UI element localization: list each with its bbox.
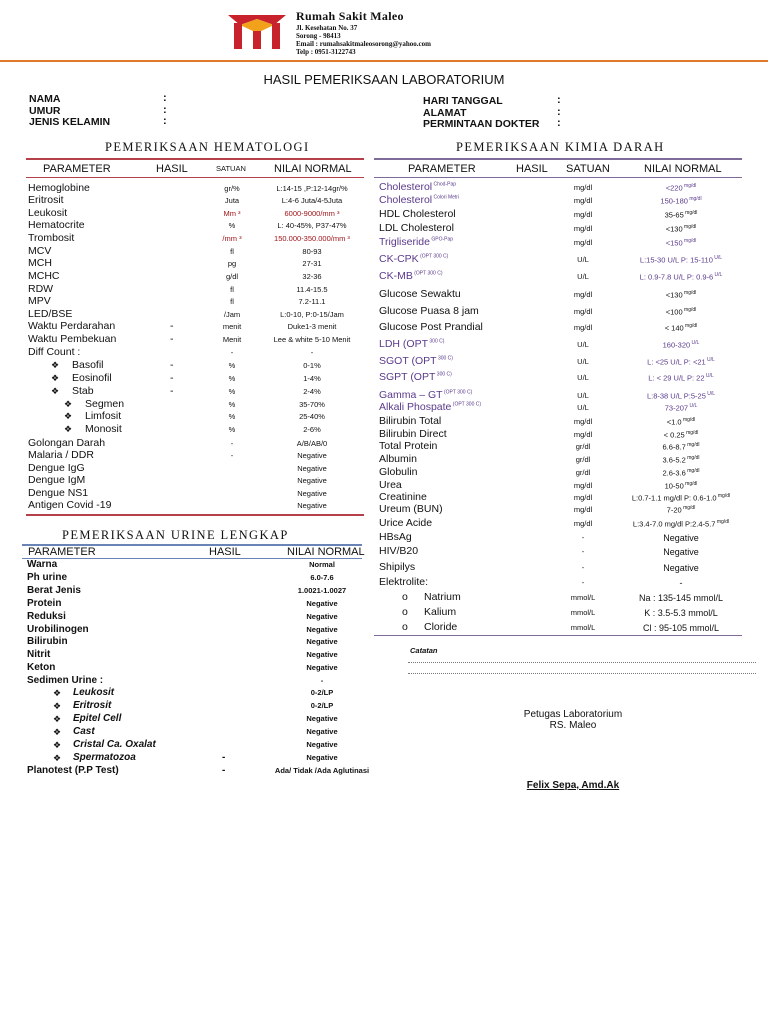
kimia-normal: <1.0 $^{mg/dl}$ bbox=[666, 417, 696, 427]
urine-normal: - bbox=[320, 676, 324, 685]
kimia-normal: 73-207 $^{U/L}$ bbox=[664, 403, 698, 413]
hematologi-title: PEMERIKSAAN HEMATOLOGI bbox=[105, 140, 310, 154]
signature-place: RS. Maleo bbox=[549, 720, 597, 731]
urine-normal: Negative bbox=[306, 714, 338, 723]
hematologi-normal: 150.000-350.000/mm ³ bbox=[274, 234, 350, 243]
hematologi-param: MPV bbox=[28, 295, 51, 307]
hematologi-satuan: pg bbox=[227, 259, 237, 268]
urine-param: Keton bbox=[27, 662, 56, 673]
kimia-normal: L: <25 U/L P: <21 $^{U/L}$ bbox=[647, 357, 715, 367]
hematologi-param: Dengue NS1 bbox=[28, 487, 89, 499]
urine-param: Spermatozoa bbox=[73, 752, 136, 763]
hospital-city: Sorong - 98413 bbox=[296, 32, 341, 40]
hematologi-satuan: gr/% bbox=[224, 184, 240, 193]
hospital-contact bbox=[296, 24, 431, 56]
kimia-satuan: mg/dl bbox=[573, 417, 593, 426]
hematologi-normal: A/B/AB/0 bbox=[296, 439, 328, 448]
hematologi-param: Dengue IgM bbox=[28, 474, 86, 486]
urine-normal: Negative bbox=[306, 637, 338, 646]
bullet-icon: ❖ bbox=[51, 360, 60, 370]
bullet-icon: ❖ bbox=[53, 714, 62, 724]
hematologi-satuan: /mm ³ bbox=[222, 234, 242, 243]
catatan-label: Catatan bbox=[410, 646, 438, 655]
patient-field-label: NAMA bbox=[29, 93, 61, 105]
kimia-satuan: mg/dl bbox=[573, 519, 593, 528]
urine-normal: Negative bbox=[306, 612, 338, 621]
hematologi-normal: Negative bbox=[297, 501, 327, 510]
urine-param: Epitel Cell bbox=[73, 713, 122, 724]
kimia-satuan: U/L bbox=[577, 272, 589, 281]
hematologi-normal: 11.4-15.5 bbox=[296, 285, 328, 294]
kimia-param: Urice Acide bbox=[379, 517, 433, 529]
kimia-satuan: - bbox=[581, 533, 585, 542]
hospital-address: Jl. Kesehatan No. 37 bbox=[296, 24, 358, 32]
hematologi-normal: 25-40% bbox=[299, 412, 325, 421]
hematologi-param: MCV bbox=[28, 245, 52, 257]
kimia-satuan: gr/dl bbox=[575, 468, 591, 477]
patient-field-colon: : bbox=[557, 117, 561, 129]
kimia-normal: L:3.4-7.0 mg/dl P:2.4-5.7 $^{mg/dl}$ bbox=[632, 519, 730, 529]
kimia-param: LDH (OPT $^{300 C)}$ bbox=[379, 338, 445, 350]
hematologi-param: Golongan Darah bbox=[28, 437, 106, 449]
kimia-satuan: U/L bbox=[577, 340, 589, 349]
hematologi-hasil: - bbox=[170, 372, 174, 384]
kimia-param: SGPT (OPT $^{300 C)}$ bbox=[379, 371, 452, 383]
hematologi-normal: Lee & white 5-10 Menit bbox=[273, 335, 351, 344]
catatan-line-1 bbox=[408, 662, 756, 664]
urine-normal: 1.0021-1.0027 bbox=[297, 586, 347, 595]
urine-normal: Ada/ Tidak /Ada Aglutinasi bbox=[274, 766, 370, 775]
signature-role: Petugas Laboratorium bbox=[523, 709, 623, 720]
hematologi-normal: 2-4% bbox=[303, 387, 321, 396]
kimia-param: HDL Cholesterol bbox=[379, 208, 456, 220]
kimia-param: Total Protein bbox=[379, 440, 438, 452]
hematologi-normal: 32-36 bbox=[302, 272, 322, 281]
bullet-icon: ❖ bbox=[64, 424, 73, 434]
hematologi-satuan: /Jam bbox=[223, 310, 241, 319]
hematologi-satuan: % bbox=[228, 412, 236, 421]
bullet-icon: ❖ bbox=[53, 688, 62, 698]
hematologi-param: RDW bbox=[28, 283, 54, 295]
patient-field-label: UMUR bbox=[29, 104, 61, 117]
urine-normal: Negative bbox=[306, 753, 338, 762]
hematologi-normal: L:4-6 Juta/4-5Juta bbox=[281, 196, 343, 205]
kimia-normal: 2.6-3.6 $^{mg/dl}$ bbox=[662, 468, 700, 478]
hematologi-rule-header bbox=[26, 177, 364, 178]
kimia-param: LDL Cholesterol bbox=[379, 222, 454, 234]
kimia-rule-top bbox=[374, 158, 742, 160]
kimia-satuan: U/L bbox=[577, 255, 589, 264]
kimia-normal: Negative bbox=[663, 563, 699, 573]
urine-normal: Negative bbox=[306, 727, 338, 736]
hematologi-normal: L: 40-45%, P37-47% bbox=[277, 221, 347, 230]
kimia-param: Natrium bbox=[424, 591, 461, 603]
hematologi-header-hasil: HASIL bbox=[156, 163, 188, 175]
kimia-param: Creatinine bbox=[379, 491, 427, 503]
kimia-satuan: mg/dl bbox=[573, 224, 593, 233]
kimia-satuan: gr/dl bbox=[575, 442, 591, 451]
kimia-satuan: mg/dl bbox=[573, 238, 593, 247]
hematologi-param: Stab bbox=[72, 385, 94, 397]
kimia-param: Cholesterol $^{Colori Metri}$ bbox=[379, 194, 460, 206]
urine-normal: 6.0-7.6 bbox=[310, 573, 334, 582]
kimia-normal: <150 $^{mg/dl}$ bbox=[665, 238, 697, 248]
urine-hasil: - bbox=[222, 765, 226, 776]
kimia-normal: 150-180 $^{mg/dl}$ bbox=[660, 196, 702, 206]
patient-field-label: PERMINTAAN DOKTER bbox=[423, 118, 540, 130]
urine-header-normal: NILAI NORMAL bbox=[287, 546, 365, 558]
hematologi-param: Segmen bbox=[85, 398, 125, 410]
kimia-rule-header bbox=[374, 177, 742, 178]
kimia-normal: L:8-38 U/L P:5-25 $^{U/L}$ bbox=[646, 391, 716, 401]
kimia-param: Alkali Phospate $^{(OPT 300 C)}$ bbox=[379, 401, 482, 413]
patient-field-colon: : bbox=[163, 103, 167, 116]
circle-bullet-icon: o bbox=[402, 591, 408, 603]
patient-field-colon: : bbox=[163, 115, 167, 127]
kimia-normal: L:0.7-1.1 mg/dl P: 0.6-1.0 $^{mg/dl}$ bbox=[631, 493, 731, 503]
kimia-normal: Na : 135-145 mmol/L bbox=[638, 593, 724, 603]
kimia-param: Trigliseride $^{GPO-Pap}$ bbox=[379, 236, 454, 248]
kimia-normal: 160-320 $^{U/L}$ bbox=[662, 340, 700, 350]
header-rule bbox=[0, 60, 768, 62]
kimia-rule-bottom bbox=[374, 635, 742, 636]
kimia-title: PEMERIKSAAN KIMIA DARAH bbox=[456, 140, 665, 154]
kimia-satuan: mg/dl bbox=[573, 183, 593, 192]
hematologi-param: MCHC bbox=[28, 270, 60, 282]
hematologi-normal: 2-6% bbox=[303, 425, 321, 434]
kimia-normal: < 140 $^{mg/dl}$ bbox=[664, 323, 698, 333]
hematologi-satuan: % bbox=[228, 387, 236, 396]
urine-param: Protein bbox=[27, 598, 62, 609]
kimia-param: SGOT (OPT $^{300 C)}$ bbox=[379, 355, 453, 367]
kimia-header-hasil: HASIL bbox=[516, 163, 548, 175]
kimia-satuan: mg/dl bbox=[573, 493, 593, 502]
kimia-satuan: - bbox=[581, 563, 585, 572]
hematologi-param: Eosinofil bbox=[72, 372, 112, 384]
hematologi-hasil: - bbox=[170, 320, 174, 332]
kimia-param: Glucose Post Prandial bbox=[379, 321, 483, 333]
bullet-icon: ❖ bbox=[53, 701, 62, 711]
kimia-param: Shipilys bbox=[379, 561, 416, 573]
kimia-normal: <130 $^{mg/dl}$ bbox=[665, 290, 697, 300]
kimia-header-normal: NILAI NORMAL bbox=[644, 163, 722, 175]
kimia-param: CK-MB $^{(OPT 300 C)}$ bbox=[379, 270, 443, 282]
urine-param: Nitrit bbox=[27, 649, 51, 660]
hematologi-hasil: - bbox=[170, 359, 174, 371]
hematologi-satuan: fl bbox=[230, 297, 234, 306]
patient-field-label: ALAMAT bbox=[423, 106, 467, 119]
hematologi-param: Limfosit bbox=[85, 410, 122, 422]
kimia-param: Bilirubin Total bbox=[379, 415, 442, 427]
urine-normal: Normal bbox=[309, 560, 335, 569]
hematologi-normal: 1-4% bbox=[303, 374, 321, 383]
hematologi-satuan: Mm ³ bbox=[223, 209, 241, 218]
urine-param: Sedimen Urine : bbox=[27, 675, 104, 686]
hematologi-satuan: - bbox=[230, 439, 234, 448]
kimia-satuan: mg/dl bbox=[573, 210, 593, 219]
hematologi-normal: Negative bbox=[297, 476, 327, 485]
hematologi-param: Hematocrite bbox=[28, 219, 85, 231]
urine-param: Cast bbox=[73, 726, 95, 737]
urine-normal: 0-2/LP bbox=[310, 701, 334, 710]
urine-normal: Negative bbox=[306, 599, 338, 608]
urine-normal: 0-2/LP bbox=[310, 688, 334, 697]
hematologi-satuan: fl bbox=[230, 285, 234, 294]
kimia-param: Elektrolite: bbox=[379, 576, 429, 588]
hospital-phone: Telp : 0951-3122743 bbox=[296, 48, 356, 56]
hematologi-hasil: - bbox=[170, 385, 174, 397]
kimia-satuan: mmol/L bbox=[570, 623, 596, 632]
urine-param: Reduksi bbox=[27, 611, 66, 622]
kimia-param: Glucose Sewaktu bbox=[379, 288, 461, 300]
hospital-logo-icon bbox=[224, 9, 290, 51]
kimia-normal: Negative bbox=[663, 533, 699, 543]
kimia-satuan: mmol/L bbox=[570, 593, 596, 602]
kimia-satuan: U/L bbox=[577, 391, 589, 400]
hospital-email: Email : rumahsakitmaleosorong@yahoo.com bbox=[296, 40, 431, 48]
bullet-icon: ❖ bbox=[53, 753, 62, 763]
kimia-param: Cholesterol $^{Chod-Pap}$ bbox=[379, 181, 457, 193]
bullet-icon: ❖ bbox=[51, 373, 60, 383]
patient-field-label: HARI TANGGAL bbox=[423, 95, 503, 107]
urine-hasil: - bbox=[222, 752, 226, 763]
patient-field-colon: : bbox=[557, 105, 561, 118]
hematologi-normal: L:0-10, P:0-15/Jam bbox=[280, 310, 344, 319]
urine-normal: Negative bbox=[306, 650, 338, 659]
hematologi-satuan: % bbox=[228, 374, 236, 383]
hematologi-satuan: % bbox=[228, 425, 236, 434]
kimia-normal: L: < 29 U/L P: 22 $^{U/L}$ bbox=[648, 373, 714, 383]
hematologi-param: Dengue IgG bbox=[28, 462, 85, 474]
kimia-param: Cloride bbox=[424, 621, 458, 633]
patient-field-colon: : bbox=[557, 94, 561, 106]
kimia-normal: 6.6-8.7 $^{mg/dl}$ bbox=[662, 442, 700, 452]
kimia-param: HIV/B20 bbox=[379, 545, 419, 557]
hematologi-normal: 7.2-11.1 bbox=[298, 297, 326, 306]
hematologi-param: Eritrosit bbox=[28, 194, 64, 206]
bullet-icon: ❖ bbox=[51, 386, 60, 396]
kimia-param: Albumin bbox=[379, 453, 417, 465]
kimia-normal: <100 $^{mg/dl}$ bbox=[665, 307, 697, 317]
hematologi-normal: Negative bbox=[297, 451, 327, 460]
hematologi-normal: Duke1-3 menit bbox=[287, 322, 337, 331]
kimia-param: Glucose Puasa 8 jam bbox=[379, 305, 479, 317]
kimia-param: Gamma – GT $^{(OPT 300 C)}$ bbox=[379, 389, 473, 401]
kimia-satuan: U/L bbox=[577, 357, 589, 366]
hematologi-param: Hemoglobine bbox=[28, 182, 90, 194]
bullet-icon: ❖ bbox=[64, 411, 73, 421]
circle-bullet-icon: o bbox=[402, 621, 408, 633]
urine-param: Eritrosit bbox=[73, 700, 112, 711]
kimia-normal: 3.6-5.2 $^{mg/dl}$ bbox=[662, 455, 700, 465]
kimia-normal: K : 3.5-5.3 mmol/L bbox=[644, 608, 718, 618]
urine-header-hasil: HASIL bbox=[209, 546, 241, 558]
hematologi-header-normal: NILAI NORMAL bbox=[274, 163, 352, 175]
hematologi-normal: Negative bbox=[297, 489, 327, 498]
hospital-name: Rumah Sakit Maleo bbox=[296, 9, 404, 23]
hematologi-satuan: % bbox=[228, 221, 236, 230]
hematologi-normal: 80-93 bbox=[302, 247, 322, 256]
hematologi-normal: Negative bbox=[297, 464, 327, 473]
hematologi-param: Diff Count : bbox=[28, 346, 81, 358]
kimia-normal: < 0.25 $^{mg/dl}$ bbox=[663, 430, 699, 440]
hematologi-satuan: fl bbox=[230, 247, 234, 256]
signature-name: Felix Sepa, Amd.Ak bbox=[526, 780, 620, 791]
kimia-satuan: mg/dl bbox=[573, 290, 593, 299]
urine-param: Cristal Ca. Oxalat bbox=[73, 739, 156, 750]
hematologi-normal: - bbox=[310, 348, 314, 357]
kimia-satuan: - bbox=[581, 578, 585, 587]
hematologi-satuan: % bbox=[228, 400, 236, 409]
kimia-normal: 35-65 $^{mg/dl}$ bbox=[664, 210, 698, 220]
kimia-satuan: gr/dl bbox=[575, 455, 591, 464]
hematologi-satuan: % bbox=[228, 361, 236, 370]
urine-normal: Negative bbox=[306, 740, 338, 749]
hematologi-rule-top bbox=[26, 158, 364, 160]
hematologi-header-parameter: PARAMETER bbox=[43, 163, 111, 175]
hematologi-param: LED/BSE bbox=[28, 308, 73, 320]
page-title: HASIL PEMERIKSAAN LABORATORIUM bbox=[263, 72, 505, 87]
kimia-satuan: U/L bbox=[577, 403, 589, 412]
kimia-satuan: mg/dl bbox=[573, 196, 593, 205]
kimia-param: Kalium bbox=[424, 606, 457, 618]
hematologi-normal: 35-70% bbox=[299, 400, 325, 409]
bullet-icon: ❖ bbox=[64, 399, 73, 409]
kimia-normal: 10-50 $^{mg/dl}$ bbox=[664, 481, 698, 491]
hematologi-satuan: Juta bbox=[224, 196, 240, 205]
hematologi-param: Waktu Perdarahan bbox=[28, 320, 116, 332]
kimia-normal: <130 $^{mg/dl}$ bbox=[665, 224, 697, 234]
hematologi-satuan: - bbox=[230, 348, 234, 357]
kimia-param: Bilirubin Direct bbox=[379, 428, 447, 440]
hematologi-param: Waktu Pembekuan bbox=[28, 333, 117, 345]
kimia-normal: L:15-30 U/L P: 15-110 $^{U/L}$ bbox=[639, 255, 723, 265]
hematologi-normal: 6000-9000/mm ³ bbox=[284, 209, 340, 218]
hematologi-satuan: - bbox=[230, 451, 234, 460]
urine-param: Berat Jenis bbox=[27, 585, 81, 596]
urine-title: PEMERIKSAAN URINE LENGKAP bbox=[62, 528, 289, 542]
kimia-normal: L: 0.9-7.8 U/L P: 0.9-6 $^{U/L}$ bbox=[639, 272, 723, 282]
kimia-param: CK-CPK $^{(OPT 300 C)}$ bbox=[379, 253, 449, 265]
hematologi-param: Monosit bbox=[85, 423, 122, 435]
kimia-satuan: - bbox=[581, 547, 585, 556]
kimia-satuan: mg/dl bbox=[573, 307, 593, 316]
bullet-icon: ❖ bbox=[53, 740, 62, 750]
catatan-line-2 bbox=[408, 673, 756, 675]
patient-field-label: JENIS KELAMIN bbox=[29, 116, 111, 128]
kimia-param: Globulin bbox=[379, 466, 418, 478]
hematologi-param: MCH bbox=[28, 257, 52, 269]
urine-normal: Negative bbox=[306, 625, 338, 634]
kimia-satuan: U/L bbox=[577, 373, 589, 382]
kimia-satuan: mg/dl bbox=[573, 430, 593, 439]
hematologi-param: Antigen Covid -19 bbox=[28, 499, 112, 511]
hematologi-param: Trombosit bbox=[28, 232, 75, 244]
kimia-normal: Cl : 95-105 mmol/L bbox=[642, 623, 720, 633]
hematologi-header-satuan: SATUAN bbox=[216, 164, 246, 173]
urine-normal: Negative bbox=[306, 663, 338, 672]
hematologi-satuan: Menit bbox=[222, 335, 242, 344]
urine-param: Warna bbox=[27, 559, 58, 570]
hematologi-param: Malaria / DDR bbox=[28, 449, 94, 461]
urine-param: Ph urine bbox=[27, 572, 68, 583]
kimia-header-satuan: SATUAN bbox=[566, 163, 610, 175]
kimia-satuan: mg/dl bbox=[573, 323, 593, 332]
urine-param: Urobilinogen bbox=[27, 624, 89, 635]
kimia-satuan: mg/dl bbox=[573, 505, 593, 514]
hematologi-satuan: menit bbox=[222, 322, 242, 331]
urine-param: Leukosit bbox=[73, 687, 115, 698]
circle-bullet-icon: o bbox=[402, 606, 408, 618]
kimia-normal: Negative bbox=[663, 547, 699, 557]
kimia-satuan: mg/dl bbox=[573, 481, 593, 490]
hematologi-hasil: - bbox=[170, 333, 174, 345]
kimia-param: HBsAg bbox=[379, 531, 412, 543]
patient-field-colon: : bbox=[163, 92, 167, 104]
hematologi-param: Leukosit bbox=[28, 207, 68, 219]
hematologi-normal: 27-31 bbox=[302, 259, 322, 268]
urine-rule-header bbox=[22, 558, 362, 559]
kimia-normal: 7-20 $^{mg/dl}$ bbox=[666, 505, 696, 515]
kimia-param: Ureum (BUN) bbox=[379, 503, 443, 515]
bullet-icon: ❖ bbox=[53, 727, 62, 737]
urine-param: Planotest (P.P Test) bbox=[27, 765, 119, 776]
hematologi-normal: 0-1% bbox=[303, 361, 321, 370]
hematologi-param: Basofil bbox=[72, 359, 104, 371]
urine-header-parameter: PARAMETER bbox=[28, 546, 96, 558]
hematologi-rule-bottom bbox=[26, 514, 364, 516]
kimia-normal: <220 $^{mg/dl}$ bbox=[665, 183, 697, 193]
kimia-normal: - bbox=[679, 578, 683, 588]
hematologi-normal: L:14-15 ,P:12-14gr/% bbox=[276, 184, 348, 193]
kimia-param: Urea bbox=[379, 479, 402, 491]
hematologi-satuan: g/dl bbox=[225, 272, 239, 281]
urine-param: Bilirubin bbox=[27, 636, 68, 647]
kimia-satuan: mmol/L bbox=[570, 608, 596, 617]
kimia-header-parameter: PARAMETER bbox=[408, 163, 476, 175]
